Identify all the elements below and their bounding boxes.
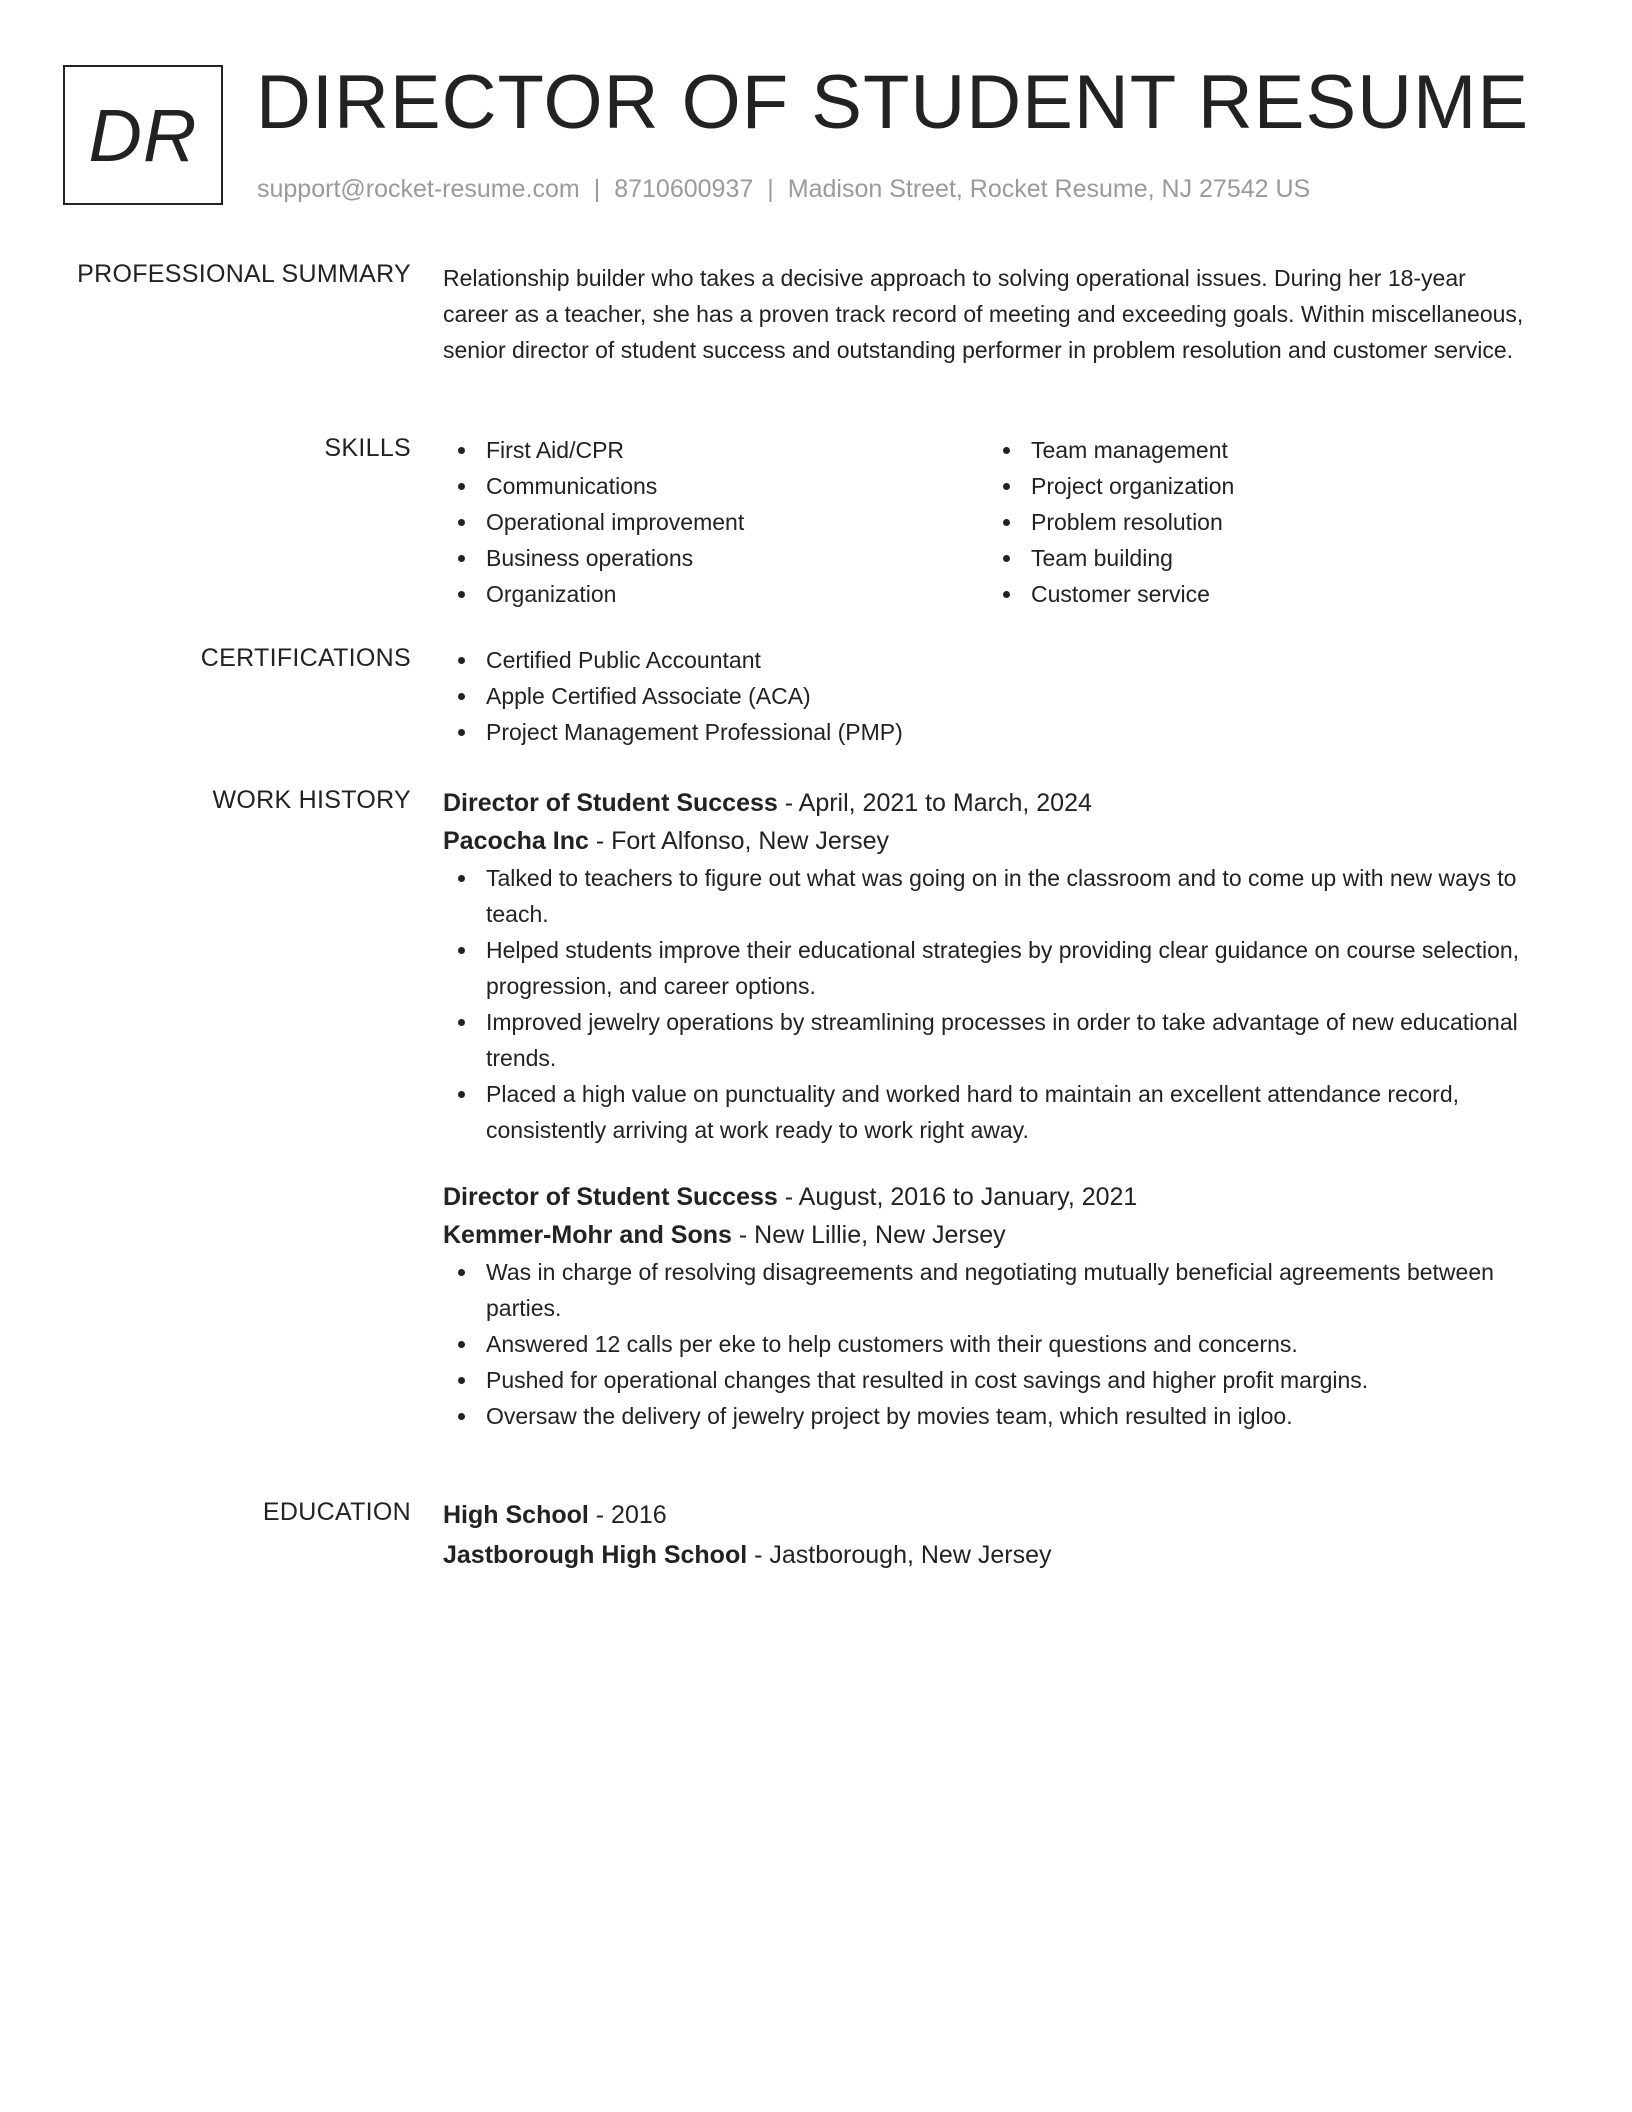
job-title-line — [443, 1178, 1533, 1216]
skill-item: Communications — [443, 468, 988, 504]
job-title: Director of Student Success — [443, 1183, 778, 1211]
job-company-line — [443, 822, 1533, 860]
job-dates: - April, 2021 to March, 2024 — [777, 789, 1092, 817]
section-body-work-history — [443, 784, 1533, 1434]
skill-item: Project organization — [988, 468, 1533, 504]
section-body-summary — [443, 258, 1533, 368]
certification-item: Apple Certified Associate (ACA) — [443, 678, 1533, 714]
job-company: Kemmer-Mohr and Sons — [443, 1221, 732, 1249]
job-entry — [443, 1178, 1533, 1434]
job-bullet: Answered 12 calls per eke to help customers with their questions and concerns. — [443, 1326, 1533, 1362]
skill-item: Business operations — [443, 540, 988, 576]
job-location: - New Lillie, New Jersey — [731, 1221, 1006, 1249]
job-entry — [443, 784, 1533, 1148]
skill-item: Customer service — [988, 576, 1533, 612]
skill-item: Team management — [988, 432, 1533, 468]
skill-item: Organization — [443, 576, 988, 612]
contact-line — [257, 174, 1310, 204]
contact-separator: | — [593, 175, 601, 203]
contact-separator: | — [767, 175, 774, 203]
skills-column-left — [443, 432, 988, 612]
job-bullets — [443, 860, 1533, 1148]
section-body-certifications — [443, 642, 1533, 750]
job-bullet: Placed a high value on punctuality and worked hard to maintain an excellent attendance record, consistently arriving at work ready to work right away. — [443, 1076, 1533, 1148]
summary-text: Relationship builder who takes a decisive approach to solving operational issues. During her 18-year career as a teacher, she has a proven track record of meeting and exceeding goals. Within miscellaneous, senior director of student success and outstanding performer in problem resolution and customer service. — [443, 265, 1524, 363]
section-label-summary: PROFESSIONAL SUMMARY — [77, 260, 411, 288]
job-dates: - August, 2016 to January, 2021 — [777, 1183, 1138, 1211]
contact-address: Madison Street, Rocket Resume, NJ 27542 US — [787, 175, 1311, 203]
job-location: - Fort Alfonso, New Jersey — [588, 827, 890, 855]
certification-item: Project Management Professional (PMP) — [443, 714, 1533, 750]
skill-item: First Aid/CPR — [443, 432, 988, 468]
contact-email: support@rocket-resume.com — [257, 175, 580, 203]
education-location: - Jastborough, New Jersey — [747, 1541, 1052, 1569]
job-title: Director of Student Success — [443, 789, 778, 817]
contact-phone: 8710600937 — [614, 175, 754, 203]
job-bullet: Helped students improve their educational strategies by providing clear guidance on course selection, progression, and career options. — [443, 932, 1533, 1004]
skill-item: Operational improvement — [443, 504, 988, 540]
skills-grid — [443, 432, 1533, 612]
job-bullet: Was in charge of resolving disagreements and negotiating mutually beneficial agreements between parties. — [443, 1254, 1533, 1326]
job-bullets — [443, 1254, 1533, 1434]
skills-column-right — [988, 432, 1533, 612]
section-label-certifications: CERTIFICATIONS — [200, 644, 411, 672]
monogram-logo: DR — [63, 65, 223, 205]
education-degree: High School — [443, 1501, 589, 1529]
job-title-line — [443, 784, 1533, 822]
education-school: Jastborough High School — [443, 1541, 748, 1569]
job-bullet: Talked to teachers to figure out what was going on in the classroom and to come up with new ways to teach. — [443, 860, 1533, 932]
skill-item: Team building — [988, 540, 1533, 576]
job-bullet: Improved jewelry operations by streamlining processes in order to take advantage of new educational trends. — [443, 1004, 1533, 1076]
job-bullet: Pushed for operational changes that resulted in cost savings and higher profit margins. — [443, 1362, 1533, 1398]
section-label-work-history: WORK HISTORY — [212, 786, 411, 814]
section-label-education: EDUCATION — [262, 1498, 411, 1526]
job-company-line — [443, 1216, 1533, 1254]
education-school-line — [443, 1536, 1533, 1574]
resume-title: DIRECTOR OF STUDENT RESUME — [256, 60, 1530, 145]
job-bullet: Oversaw the delivery of jewelry project by movies team, which resulted in igloo. — [443, 1398, 1533, 1434]
section-body-skills — [443, 432, 1533, 612]
job-company: Pacocha Inc — [443, 827, 589, 855]
certification-item: Certified Public Accountant — [443, 642, 1533, 678]
education-year: - 2016 — [588, 1501, 667, 1529]
section-label-skills: SKILLS — [324, 434, 411, 462]
section-body-education — [443, 1496, 1533, 1574]
education-degree-line — [443, 1496, 1533, 1534]
skill-item: Problem resolution — [988, 504, 1533, 540]
